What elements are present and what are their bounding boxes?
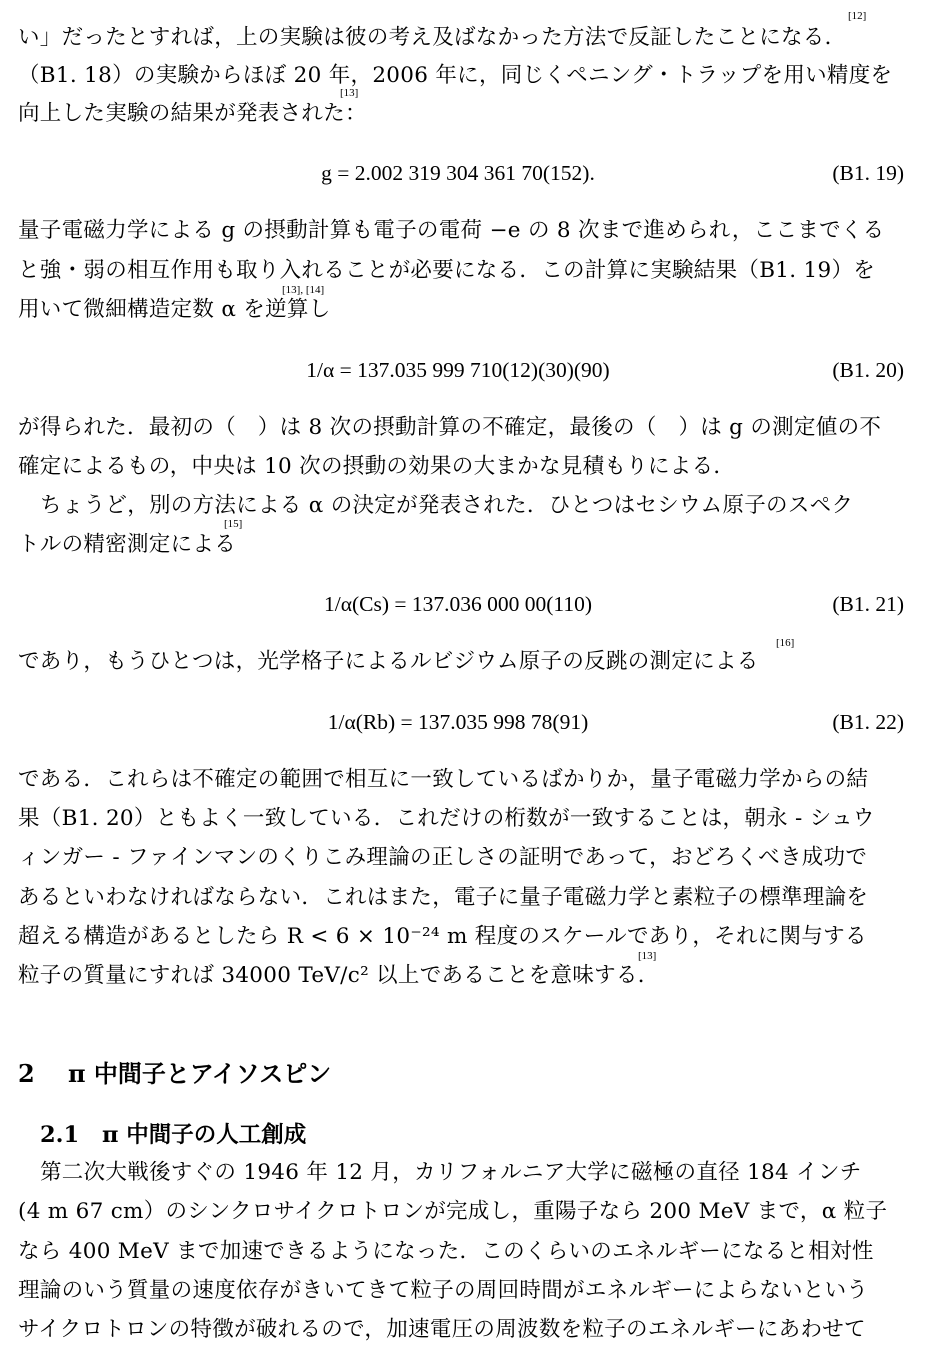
- equation-body: 1/α = 137.035 999 710(12)(30)(90): [306, 358, 610, 382]
- text-line: [18, 408, 920, 448]
- text-line-content: い」だったとすれば，上の実験は彼の考え及ばなかった方法で反証したことになる．: [18, 25, 847, 50]
- equation-b1-19: [18, 153, 920, 193]
- subsection-heading: [40, 1115, 306, 1155]
- text-line: [18, 917, 920, 957]
- text-line: [18, 486, 938, 526]
- equation-number: (B1. 19): [832, 161, 904, 185]
- text-line: [18, 290, 920, 330]
- text-line: [18, 838, 920, 878]
- equation-number: (B1. 20): [832, 358, 904, 382]
- text-line: [18, 1192, 920, 1232]
- text-line: [18, 56, 920, 96]
- text-line-content: と強・弱の相互作用も取り入れることが必要になる．この計算に実験結果（B1. 19）を: [18, 258, 876, 283]
- citation-ref: [13]: [638, 950, 657, 962]
- text-line-content: 向上した実験の結果が発表された：: [18, 101, 367, 126]
- citation-ref: [13]: [340, 87, 359, 99]
- text-line-content: なら 400 MeV まで加速できるようになった．このくらいのエネルギーになると相対性: [18, 1239, 874, 1264]
- text-line-content: 果（B1. 20）ともよく一致している．これだけの桁数が一致することは，朝永 - シュウ: [18, 806, 875, 831]
- equation-number: (B1. 22): [832, 710, 904, 734]
- text-line-content: であり，もうひとつは，光学格子によるルビジウム原子の反跳の測定による: [18, 649, 759, 674]
- text-line-content: 超える構造があるとしたら R < 6 × 10⁻²⁴ m 程度のスケールであり，それに関与する: [18, 924, 867, 949]
- equation-body: 1/α(Cs) = 137.036 000 00(110): [323, 592, 593, 616]
- subsection-number: 2.1: [40, 1122, 80, 1148]
- text-line: [18, 1310, 920, 1350]
- text-line-content: 用いて微細構造定数 α を逆算し: [18, 297, 331, 322]
- text-line: [18, 251, 920, 291]
- text-line-content: が得られた．最初の（ ）は 8 次の摂動計算の不確定，最後の（ ）は g の測定値の不: [18, 415, 882, 440]
- text-line: [18, 1232, 920, 1272]
- citation-ref: [16]: [776, 637, 795, 649]
- equation-number: (B1. 21): [832, 592, 904, 616]
- text-line: [18, 447, 920, 487]
- text-line-content: ちょうど，別の方法による α の決定が発表された．ひとつはセシウム原子のスペク: [40, 493, 854, 518]
- text-line-content: トルの精密測定による: [18, 532, 237, 557]
- equation-body: 1/α(Rb) = 137.035 998 78(91): [327, 710, 589, 734]
- text-line: [18, 878, 920, 918]
- section-heading: [18, 1054, 331, 1094]
- text-line: [18, 956, 920, 996]
- equation-body: g = 2.002 319 304 361 70(152).: [321, 161, 595, 185]
- text-line: [18, 94, 920, 134]
- text-line: [18, 1153, 938, 1193]
- citation-ref: [12]: [848, 10, 867, 22]
- equation-b1-20: [18, 350, 920, 390]
- text-line: [18, 525, 920, 565]
- text-line-content: 粒子の質量にすれば 34000 TeV/c² 以上であることを意味する．: [18, 963, 660, 988]
- section-title: π 中間子とアイソスピン: [68, 1059, 332, 1088]
- equation-b1-21: [18, 584, 920, 624]
- text-line-content: ィンガー - ファインマンのくりこみ理論の正しさの証明であって，おどろくべき成功で: [18, 845, 868, 870]
- text-line: [18, 211, 920, 251]
- text-line: [18, 760, 920, 800]
- text-line-content: である．これらは不確定の範囲で相互に一致しているばかりか，量子電磁力学からの結: [18, 767, 869, 792]
- section-number: 2: [18, 1059, 35, 1088]
- citation-ref: [15]: [224, 518, 243, 530]
- text-line-content: 確定によるもの，中央は 10 次の摂動の効果の大まかな見積もりによる．: [18, 454, 736, 479]
- text-line-content: 量子電磁力学による g の摂動計算も電子の電荷 −e の 8 次まで進められ，ここまでくる: [18, 218, 885, 243]
- equation-b1-22: [18, 702, 920, 742]
- text-line: [18, 799, 920, 839]
- text-line-content: (4 m 67 cm）のシンクロサイクロトロンが完成し，重陽子なら 200 MeV まで，α 粒子: [18, 1199, 888, 1224]
- citation-ref: [13], [14]: [282, 284, 325, 296]
- text-line-content: 理論のいう質量の速度依存がきいてきて粒子の周回時間がエネルギーによらないという: [18, 1278, 869, 1303]
- text-line-content: 第二次大戦後すぐの 1946 年 12 月，カリフォルニア大学に磁極の直径 184 インチ: [40, 1160, 862, 1185]
- text-line: [18, 18, 920, 58]
- subsection-title: π 中間子の人工創成: [102, 1122, 307, 1148]
- text-line-content: （B1. 18）の実験からほぼ 20 年，2006 年に，同じくペニング・トラップを用い精度を: [18, 63, 893, 88]
- text-line: [18, 1271, 920, 1311]
- text-line-content: サイクロトロンの特徴が破れるので，加速電圧の周波数を粒子のエネルギーにあわせて: [18, 1317, 866, 1342]
- text-line-content: あるといわなければならない．これはまた，電子に量子電磁力学と素粒子の標準理論を: [18, 885, 869, 910]
